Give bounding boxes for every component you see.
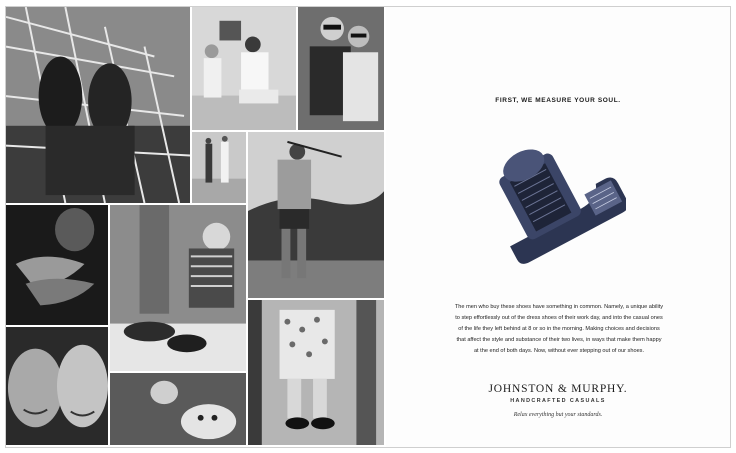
photo-couple-sunglasses (298, 7, 386, 132)
photo-father-daughter (192, 7, 298, 132)
photo-boy-shoes (110, 205, 248, 373)
photo-smiling-couple (6, 327, 110, 447)
ad-copy-panel (386, 7, 730, 447)
photo-golfer (248, 132, 386, 300)
photo-collage (6, 7, 386, 447)
photo-dog (110, 373, 248, 447)
headline: FIRST, WE MEASURE YOUR SOUL. (495, 97, 621, 104)
body-line: The men who buy these shoes have something in common. Namely, a unique ability (454, 304, 664, 310)
photo-beach-couple (192, 132, 248, 205)
body-line: to step effortlessly out of the dress shoes of their work day, and into the casual ones (455, 315, 663, 321)
ad-spread (5, 6, 731, 448)
brand-name: JOHNSTON & MURPHY. (488, 383, 628, 395)
photo-hammock-feet (6, 7, 192, 205)
photo-hands (6, 205, 110, 327)
body-copy (434, 302, 684, 357)
body-line: at the end of both days. Now, without ever stepping out of our shoes. (473, 348, 645, 354)
foot-measuring-device-image (486, 135, 626, 275)
photo-relaxing-legs (248, 300, 386, 447)
body-line: of the life they left behind at 8 or so in the morning. Making choices and decisions (458, 326, 660, 332)
body-line: that affect the style and substance of their two lives, in ways that make them happy (456, 337, 662, 343)
tagline: Relax everything but your standards. (513, 412, 603, 418)
brand-subtitle: HANDCRAFTED CASUALS (510, 398, 606, 404)
